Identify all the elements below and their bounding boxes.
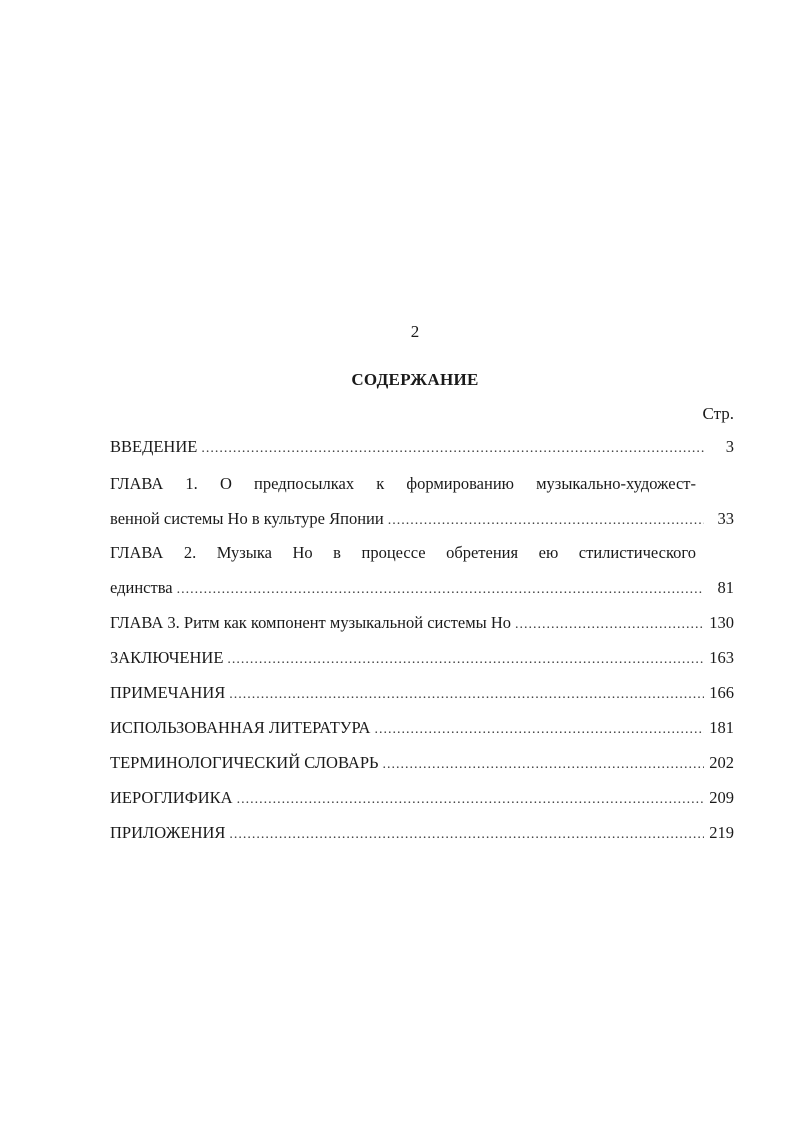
toc-entry-chapter-2-line-1 <box>110 543 734 567</box>
dot-leader <box>388 513 704 529</box>
toc-entry-title: ЗАКЛЮЧЕНИЕ <box>110 648 224 667</box>
toc-entry-title: ТЕРМИНОЛОГИЧЕСКИЙ СЛОВАРЬ <box>110 753 379 772</box>
dot-leader <box>383 757 705 773</box>
toc-entry-chapter-3 <box>110 613 734 637</box>
toc-entry-page: 166 <box>709 683 734 702</box>
toc-entry-chapter-1-line-1 <box>110 474 734 498</box>
toc-entry-title: ГЛАВА 2. Музыка Но в процессе обретения ею стилистического <box>110 543 696 562</box>
toc-entry-title-continued: единства <box>110 578 173 597</box>
toc-entry-title: ВВЕДЕНИЕ <box>110 437 198 456</box>
toc-entry-references <box>110 718 734 742</box>
toc-entry-page: 181 <box>709 718 734 737</box>
toc-entry-page: 209 <box>709 788 734 807</box>
toc-entry-hieroglyphics <box>110 788 734 812</box>
toc-entry-page: 202 <box>709 753 734 772</box>
dot-leader <box>237 792 704 808</box>
dot-leader <box>229 827 704 843</box>
toc-entry-conclusion <box>110 648 734 672</box>
dot-leader <box>229 687 704 703</box>
page-column-label: Стр. <box>702 404 734 423</box>
toc-entry-appendices <box>110 823 734 847</box>
page-number: 2 <box>410 322 420 341</box>
dot-leader <box>515 617 704 633</box>
toc-entry-title: ПРИЛОЖЕНИЯ <box>110 823 226 842</box>
toc-entry-title: ПРИМЕЧАНИЯ <box>110 683 226 702</box>
toc-entry-chapter-1-line-2 <box>110 509 734 533</box>
toc-entry-page: 219 <box>709 823 734 842</box>
toc-entry-page: 33 <box>717 509 734 528</box>
toc-entry-title-continued: венной системы Но в культуре Японии <box>110 509 384 528</box>
toc-entry-chapter-2-line-2 <box>110 578 734 602</box>
toc-entry-title: ГЛАВА 3. Ритм как компонент музыкальной системы Но <box>110 613 512 632</box>
dot-leader <box>201 441 704 457</box>
toc-entry-page: 130 <box>709 613 734 632</box>
dot-leader <box>227 652 704 668</box>
toc-entry-title: ИСПОЛЬЗОВАННАЯ ЛИТЕРАТУРА <box>110 718 371 737</box>
dot-leader <box>177 582 704 598</box>
dot-leader <box>374 722 704 738</box>
toc-entry-title: ИЕРОГЛИФИКА <box>110 788 233 807</box>
toc-entry-page: 163 <box>709 648 734 667</box>
toc-entry-title: ГЛАВА 1. О предпосылках к формированию музыкально-художест- <box>110 474 696 493</box>
toc-entry-glossary <box>110 753 734 777</box>
toc-entry-notes <box>110 683 734 707</box>
toc-entry-page: 3 <box>725 437 734 456</box>
toc-entry-page: 81 <box>717 578 734 597</box>
toc-heading: СОДЕРЖАНИЕ <box>351 370 479 389</box>
toc-entry-introduction <box>110 437 734 461</box>
